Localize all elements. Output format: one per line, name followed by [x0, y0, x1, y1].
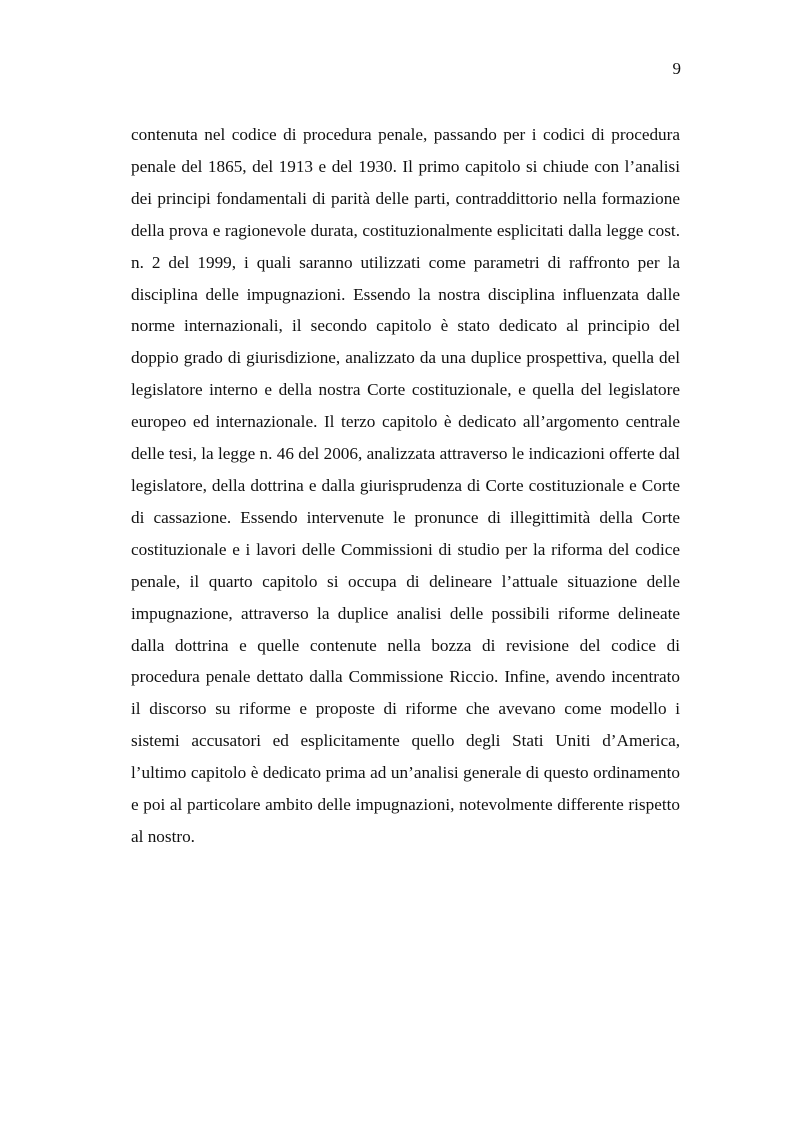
page-number: 9 [672, 59, 681, 78]
body-paragraph: contenuta nel codice di procedura penale, passando per i codici di procedura penale del 1865, del 1913 e del 1930. Il primo capitolo si chiude con l’analisi dei principi fondamentali di parità delle parti, contraddittorio nella formazione della prova e ragionevole durata, costituzionalmente esplicitati dalla legge cost. n. 2 del 1999, i quali saranno utilizzati come parametri di raffronto per la disciplina delle impugnazioni. Essendo la nostra disciplina influenzata dalle norme internazionali, il secondo capitolo è stato dedicato al principio del doppio grado di giurisdizione, analizzato da una duplice prospettiva, quella del legislatore interno e della nostra Corte costituzionale, e quella del legislatore europeo ed internazionale. Il terzo capitolo è dedicato all’argomento centrale delle tesi, la legge n. 46 del 2006, analizzata attraverso le indicazioni offerte dal legislatore, della dottrina e dalla giurisprudenza di Corte costituzionale e Corte di cassazione. Essendo intervenute le pronunce di illegittimità della Corte costituzionale e i lavori delle Commissioni di studio per la riforma del codice penale, il quarto capitolo si occupa di delineare l’attuale situazione delle impugnazione, attraverso la duplice analisi delle possibili riforme delineate dalla dottrina e quelle contenute nella bozza di revisione del codice di procedura penale dettato dalla Commissione Riccio. Infine, avendo incentrato il discorso su riforme e proposte di riforme che avevano come modello i sistemi accusatori ed esplicitamente quello degli Stati Uniti d’America, l’ultimo capitolo è dedicato prima ad un’analisi generale di questo ordinamento e poi al particolare ambito delle impugnazioni, notevolmente differente rispetto al nostro. [131, 125, 680, 846]
